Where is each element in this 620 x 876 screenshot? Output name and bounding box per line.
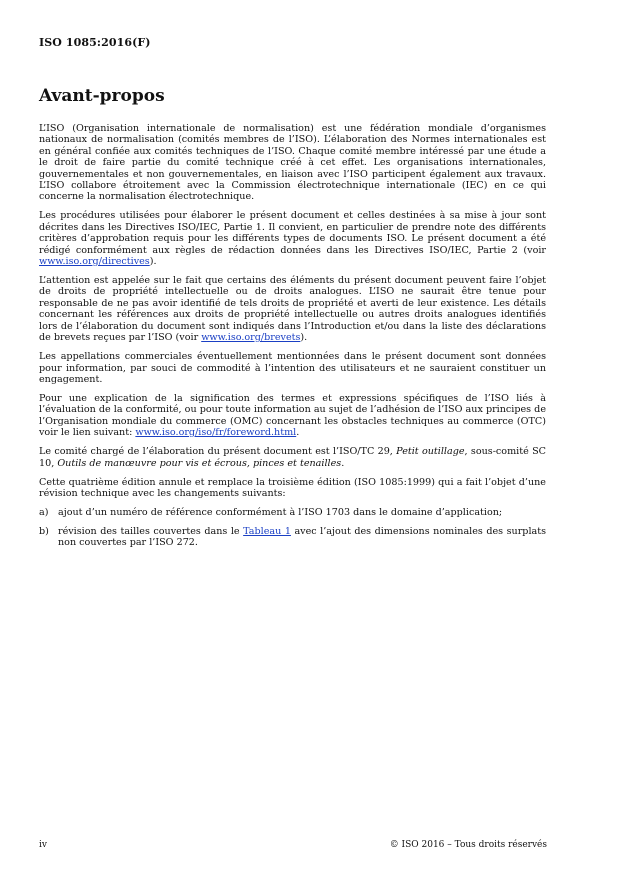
committee-name: Petit outillage: [396, 446, 465, 458]
directives-link[interactable]: www.iso.org/directives: [39, 256, 150, 268]
paragraph-text: Le comité chargé de l’élaboration du présent document est l’ISO/TC 29,: [39, 446, 397, 458]
paragraph-text-end: ).: [300, 332, 308, 344]
paragraph-committee: [39, 446, 546, 469]
paragraph-text: L’attention est appelée sur le fait que certains des éléments du présent document peuvent faire l’objet de droits de propriété intellectuelle ou de droits analogues. L’ISO ne saurait être tenue pour responsable de ne pas avoir identifié de tels droits de propriété et averti de leur existence. Les détails concernant les références aux droits de propriété intellectuelle ou autres droits analogues identifiés lors de l’élaboration du document sont indiqués dans l’Introduction et/ou dans la liste des déclarations de brevets reçues par l’ISO (voir: [39, 275, 546, 344]
paragraph-organisation: L’ISO (Organisation internationale de normalisation) est une fédération mondiale d’organismes nationaux de normalisation (comités membres de l’ISO). L’élaboration des Normes internationales est en général confiée aux comités techniques de l’ISO. Chaque comité membre intéressé par une étude a le droit de faire partie du comité technique créé à cet effet. Les organisations internationales, gouvernementales et non gouvernementales, en liaison avec l’ISO participent également aux travaux. L’ISO collabore étroitement avec la Commission électrotechnique internationale (IEC) en ce qui concerne la normalisation électrotechnique.: [39, 123, 546, 203]
paragraph-text: Pour une explication de la signification des termes et expressions spécifiques de l’ISO liés à l’évaluation de la conformité, ou pour toute information au sujet de l’adhésion de l’ISO aux principes de l’Organisation mondiale du commerce (OMC) concernant les obstacles techniques au commerce (OTC) voir le lien suivant:: [39, 392, 546, 439]
list-item-text: ajout d’un numéro de référence conformément à l’ISO 1703 dans le domaine d’application;: [58, 506, 503, 518]
list-item-a: [39, 507, 546, 518]
table-1-link[interactable]: Tableau 1: [243, 525, 291, 537]
paragraph-text-mid: , sous-comité SC 10,: [39, 446, 547, 469]
foreword-link[interactable]: www.iso.org/iso/fr/foreword.html: [135, 427, 297, 439]
list-marker: b): [39, 525, 49, 537]
paragraph-text-end: .: [341, 457, 345, 469]
paragraph-text-end: .: [296, 427, 300, 439]
list-item-b: [39, 526, 546, 549]
patents-link[interactable]: www.iso.org/brevets: [201, 332, 301, 344]
paragraph-procedures: [39, 210, 546, 267]
list-item-text: [58, 526, 546, 549]
paragraph-text-end: ).: [149, 256, 157, 268]
page-number: iv: [39, 840, 47, 850]
paragraph-text: Les procédures utilisées pour élaborer le présent document et celles destinées à sa mise à jour sont décrites dans les Directives ISO/IEC, Partie 1. Il convient, en particulier de prendre note des différents critères d’approbation requis pour les différents types de documents ISO. Le présent document a été rédigé conformément aux règles de rédaction données dans les Directives ISO/IEC, Partie 2 (voir: [39, 210, 546, 256]
paragraph-conformity: [39, 393, 546, 439]
paragraph-trade-names: Les appellations commerciales éventuellement mentionnées dans le présent document sont données pour information, par souci de commodité à l’intention des utilisateurs et ne sauraient constituer un engagement.: [39, 351, 546, 385]
foreword-body: [39, 123, 546, 556]
paragraph-patents: [39, 275, 546, 343]
subcommittee-name: Outils de manœuvre pour vis et écrous, pinces et tenailles: [57, 457, 342, 469]
copyright-notice: © ISO 2016 – Tous droits réservés: [389, 840, 547, 850]
list-item-text-end: avec l’ajout des dimensions nominales des surplats non couvertes par l’ISO 272.: [58, 525, 547, 549]
paragraph-edition: Cette quatrième édition annule et remplace la troisième édition (ISO 1085:1999) qui a fait l’objet d’une révision technique avec les changements suivants:: [39, 476, 546, 499]
page-title: Avant-propos: [39, 86, 165, 106]
list-marker: a): [39, 506, 49, 518]
document-id: ISO 1085:2016(F): [39, 36, 151, 49]
list-item-text-pre: révision des tailles couvertes dans le: [58, 525, 244, 537]
